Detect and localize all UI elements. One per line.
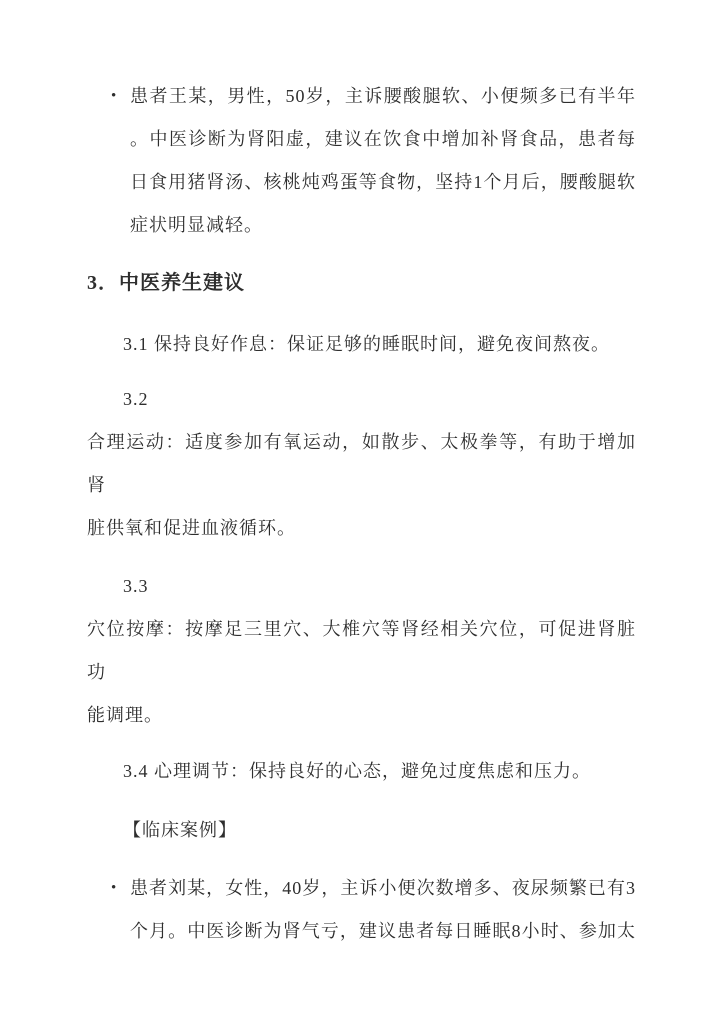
item-3-3-line-1: 穴位按摩：按摩足三里穴、大椎穴等肾经相关穴位，可促进肾脏功 — [87, 619, 636, 682]
case-1-line-1: 患者王某，男性，50岁，主诉腰酸腿软、小便频多已有半年 — [130, 86, 636, 106]
clinical-case-item-1 — [87, 75, 636, 247]
item-3-2-label — [123, 378, 636, 421]
item-3-4-text: 3.4 心理调节：保持良好的心态，避免过度焦虑和压力。 — [123, 761, 591, 781]
section-heading: 3．中医养生建议 — [87, 272, 245, 294]
item-3-1 — [123, 323, 636, 366]
bullet-icon: • — [111, 880, 117, 896]
item-3-1-text: 3.1 保持良好作息：保证足够的睡眠时间，避免夜间熬夜。 — [123, 334, 610, 354]
item-3-2-line-1: 合理运动：适度参加有氧运动，如散步、太极拳等，有助于增加肾 — [87, 432, 636, 495]
item-3-3-paragraph — [87, 608, 636, 737]
case-2-text — [130, 867, 636, 953]
case-2-line-1: 患者刘某，女性，40岁，主诉小便次数增多、夜尿频繁已有3 — [130, 878, 636, 898]
case-1-text — [130, 75, 636, 247]
case-2-line-2: 个月。中医诊断为肾气亏，建议患者每日睡眠8小时、参加太 — [130, 921, 636, 941]
item-3-2-paragraph — [87, 421, 636, 550]
case-section-title — [123, 809, 636, 852]
item-3-3-line-2: 能调理。 — [87, 705, 163, 725]
case-1-line-2: 。中医诊断为肾阳虚，建议在饮食中增加补肾食品，患者每 — [130, 129, 636, 149]
item-3-3-label-text: 3.3 — [123, 576, 149, 596]
item-3-2-line-2: 脏供氧和促进血液循环。 — [87, 518, 296, 538]
case-section-title-text: 【临床案例】 — [123, 820, 237, 840]
item-3-3-label — [123, 565, 636, 608]
bullet-icon: • — [111, 88, 117, 104]
item-3-2-label-text: 3.2 — [123, 389, 149, 409]
clinical-case-item-2 — [87, 867, 636, 953]
item-3-4 — [123, 750, 636, 793]
case-1-line-4: 症状明显减轻。 — [130, 215, 263, 235]
case-1-line-3: 日食用猪肾汤、核桃炖鸡蛋等食物，坚持1个月后，腰酸腿软 — [130, 172, 636, 192]
